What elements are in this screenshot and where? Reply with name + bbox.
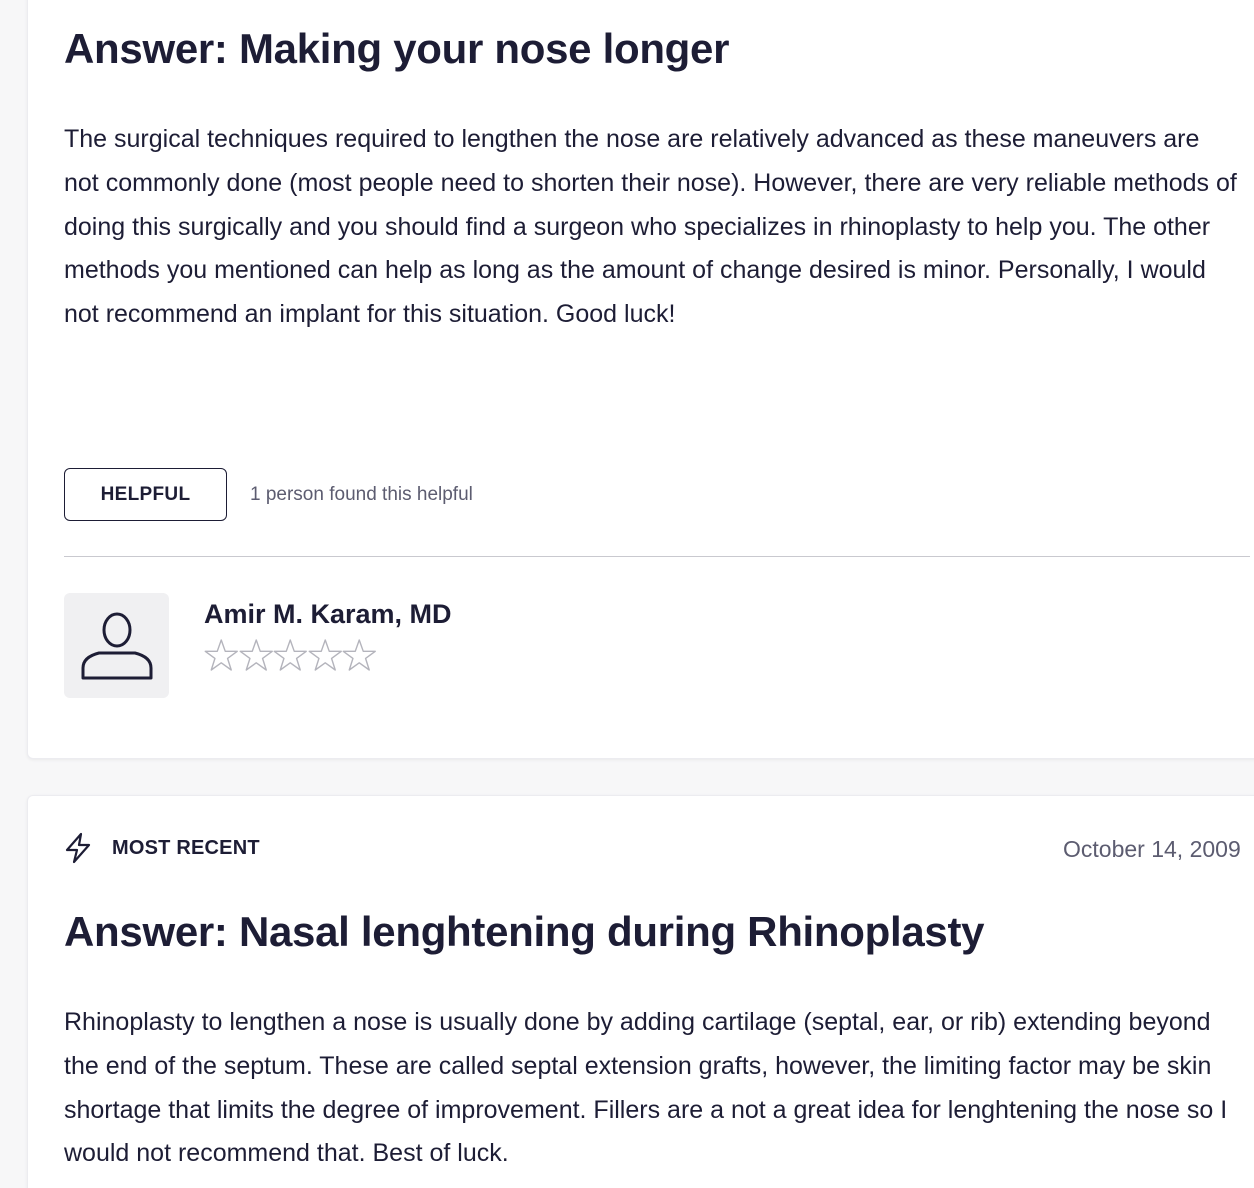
star-icon: [342, 638, 377, 672]
user-icon: [81, 610, 153, 682]
answer-body: The surgical techniques required to lengthen the nose are relatively advanced as these maneuvers are not commonly done (most people need to shorten their nose). However, there are very reliable methods of doing this surgically and you should find a surgeon who specializes in rhinoplasty to help you. The other methods you mentioned can help as long as the amount of change desired is minor. Personally, I would not recommend an implant for this situation. Good luck!: [64, 125, 1237, 329]
author-name[interactable]: Amir M. Karam, MD: [204, 599, 452, 629]
answer-card: [27, 795, 1254, 1188]
answer-title: Answer: Nasal lenghtening during Rhinoplasty: [64, 908, 985, 955]
star-rating: [204, 638, 452, 672]
answer-date: October 14, 2009: [1063, 836, 1241, 862]
helpful-button[interactable]: HELPFUL: [64, 468, 227, 521]
avatar[interactable]: [64, 593, 169, 698]
badge-label: MOST RECENT: [112, 836, 260, 859]
helpful-count: 1 person found this helpful: [250, 483, 473, 505]
star-icon: [204, 638, 239, 672]
answer-title: Answer: Making your nose longer: [64, 25, 730, 72]
lightning-bolt-icon: [64, 832, 92, 864]
answer-body: Rhinoplasty to lengthen a nose is usually done by adding cartilage (septal, ear, or rib) extending beyond the end of the septum. These are called septal extension grafts, however, the limiting factor may be skin shortage that limits the degree of improvement. Fillers are a not a great idea for lenghtening the nose so I would not recommend that. Best of luck.: [64, 1008, 1228, 1168]
star-icon: [308, 638, 343, 672]
most-recent-badge: [64, 832, 260, 864]
author-info: [204, 599, 452, 672]
helpful-row: [64, 468, 473, 521]
author-block: [64, 593, 452, 698]
divider: [64, 556, 1250, 557]
answer-card: [27, 0, 1254, 759]
star-icon: [273, 638, 308, 672]
star-icon: [239, 638, 274, 672]
